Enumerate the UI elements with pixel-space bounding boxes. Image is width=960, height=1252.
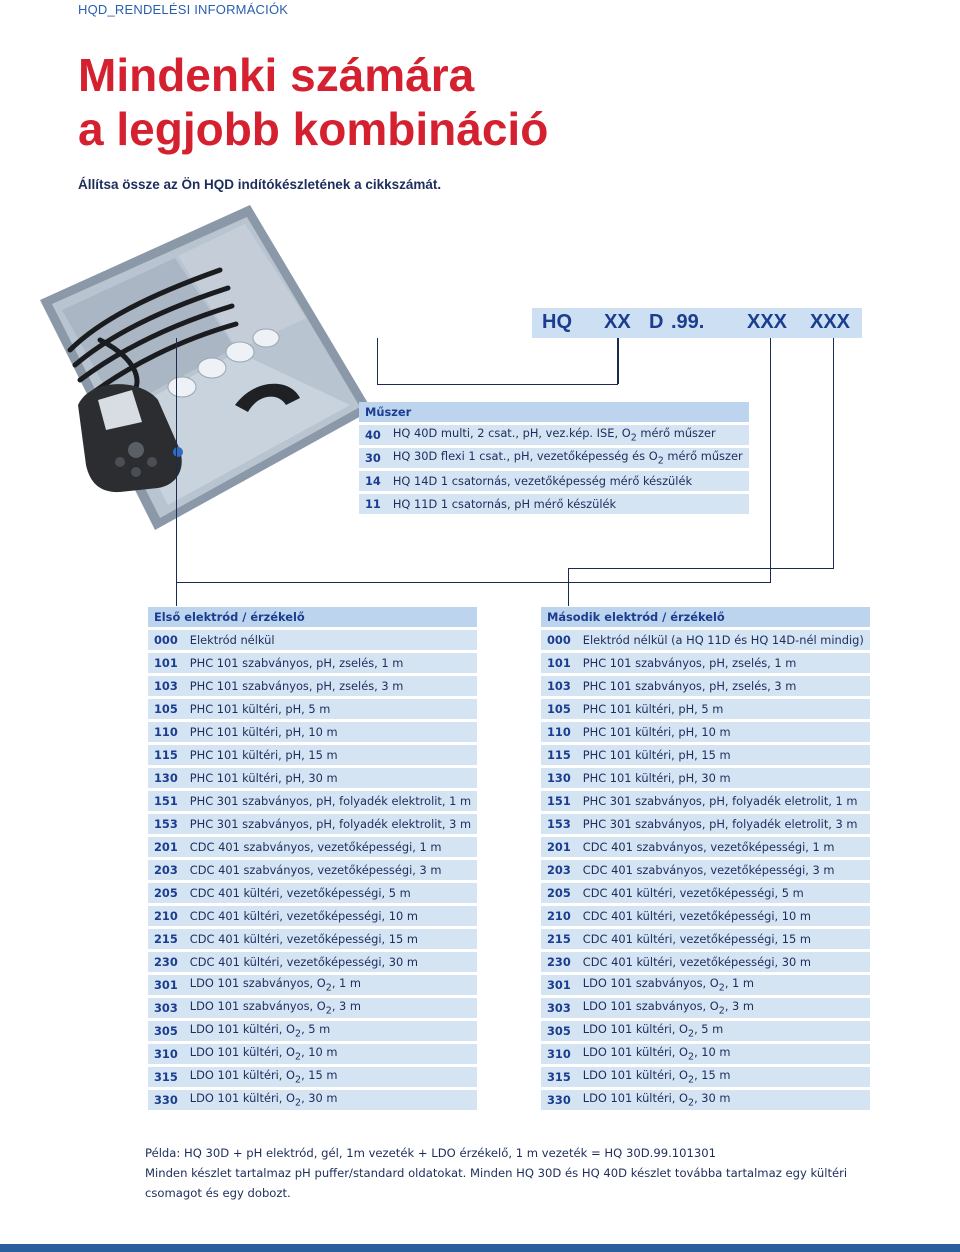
row-description-text: LDO 101 kültéri, O (582, 1091, 689, 1106)
row-description (387, 494, 749, 514)
row-description-text: PHC 301 szabványos, pH, folyadék elektrolit, 1 m (189, 794, 472, 808)
row-description-text: PHC 101 kültéri, pH, 5 m (582, 702, 724, 716)
row-description-text: PHC 301 szabványos, pH, folyadék eletrolit, 1 m (582, 794, 858, 808)
table-row (148, 676, 477, 696)
row-description (184, 975, 477, 995)
code-part-99: .99. (671, 311, 705, 333)
row-description-text: PHC 101 kültéri, pH, 5 m (189, 702, 331, 716)
row-description-text: LDO 101 kültéri, O (189, 1068, 296, 1083)
row-description-subscript: 2 (325, 1005, 332, 1017)
row-description (184, 745, 477, 765)
row-description (184, 630, 477, 650)
row-code: 305 (541, 1021, 577, 1041)
row-description (184, 768, 477, 788)
row-description-text: HQ 30D flexi 1 csat., pH, vezetőképesség és O (392, 449, 658, 464)
table-row (148, 906, 477, 926)
row-description (577, 722, 870, 742)
row-description (184, 699, 477, 719)
row-description-text: CDC 401 szabványos, vezetőképességi, 3 m (582, 863, 835, 877)
row-description-text: CDC 401 kültéri, vezetőképességi, 15 m (582, 932, 811, 946)
row-description (184, 1090, 477, 1110)
row-description-subscript: 2 (295, 1028, 302, 1040)
table-row (148, 745, 477, 765)
table-row (148, 998, 477, 1018)
row-description-text: PHC 101 kültéri, pH, 10 m (582, 725, 731, 739)
table-row (359, 425, 749, 445)
row-description-tail: , 1 m (724, 976, 755, 991)
row-description (184, 1044, 477, 1064)
row-description (577, 998, 870, 1018)
table-row (541, 1090, 870, 1110)
table-row (148, 699, 477, 719)
row-description (577, 975, 870, 995)
row-description-subscript: 2 (325, 982, 332, 994)
row-description-text: PHC 301 szabványos, pH, folyadék eletrolit, 3 m (582, 817, 858, 831)
row-code: 215 (148, 929, 184, 949)
code-part-second-sensor: XXX (810, 311, 851, 333)
row-code: 110 (541, 722, 577, 742)
row-code: 110 (148, 722, 184, 742)
row-description (184, 906, 477, 926)
row-description (577, 699, 870, 719)
table-row (541, 676, 870, 696)
row-description-text: PHC 101 kültéri, pH, 30 m (582, 771, 731, 785)
row-code: 40 (359, 425, 387, 445)
row-description-tail: mérő műszer (663, 449, 743, 464)
row-description (577, 1090, 870, 1110)
row-code: 101 (541, 653, 577, 673)
row-code: 315 (541, 1067, 577, 1087)
row-code: 000 (541, 630, 577, 650)
row-description (577, 630, 870, 650)
table-row (148, 929, 477, 949)
row-code: 315 (148, 1067, 184, 1087)
row-code: 103 (541, 676, 577, 696)
second-sensor-heading: Második elektród / érzékelő (541, 607, 870, 627)
table-row (359, 471, 749, 491)
row-description-tail: , 30 m (694, 1091, 731, 1106)
code-part-hq: HQ (542, 311, 572, 333)
row-code: 203 (541, 860, 577, 880)
table-row (541, 883, 870, 903)
row-description (577, 1044, 870, 1064)
connector-first-sensor-fill (176, 582, 177, 606)
row-description-text: PHC 101 kültéri, pH, 15 m (189, 748, 338, 762)
row-code: 105 (541, 699, 577, 719)
footer-note: Minden készlet tartalmaz pH puffer/standard oldatokat. Minden HQ 30D és HQ 40D készlet továbba tartalmaz egy kültéri csomagot és egy dobozt. (145, 1166, 848, 1200)
row-code: 215 (541, 929, 577, 949)
row-description (577, 906, 870, 926)
row-description (577, 653, 870, 673)
table-row (148, 1067, 477, 1087)
footer-notes (145, 1143, 865, 1203)
row-description-subscript: 2 (718, 1005, 725, 1017)
row-description-tail: , 15 m (301, 1068, 338, 1083)
title-line-1: Mindenki számára (78, 49, 475, 101)
row-description-text: Elektród nélkül (a HQ 11D és HQ 14D-nél mindig) (582, 633, 864, 647)
table-row (148, 1090, 477, 1110)
table-row (148, 860, 477, 880)
row-code: 303 (148, 998, 184, 1018)
row-description (184, 998, 477, 1018)
instrument-table (359, 399, 749, 517)
table-row (541, 768, 870, 788)
row-description-tail: , 15 m (694, 1068, 731, 1083)
row-description (184, 722, 477, 742)
row-description (577, 837, 870, 857)
row-code: 115 (148, 745, 184, 765)
row-code: 310 (541, 1044, 577, 1064)
row-description-text: PHC 101 szabványos, pH, zselés, 3 m (189, 679, 404, 693)
row-description-text: PHC 101 kültéri, pH, 30 m (189, 771, 338, 785)
row-description-tail: , 30 m (301, 1091, 338, 1106)
row-description-text: PHC 101 szabványos, pH, zselés, 3 m (582, 679, 797, 693)
row-description-text: CDC 401 kültéri, vezetőképességi, 15 m (189, 932, 418, 946)
table-row (541, 1067, 870, 1087)
row-description-subscript: 2 (688, 1074, 695, 1086)
row-description-tail: , 10 m (301, 1045, 338, 1060)
row-code: 130 (148, 768, 184, 788)
row-description-text: PHC 101 szabványos, pH, zselés, 1 m (189, 656, 404, 670)
section-label: HQD_RENDELÉSI INFORMÁCIÓK (78, 2, 289, 17)
table-row (148, 883, 477, 903)
table-row (541, 722, 870, 742)
table-row (359, 494, 749, 514)
row-description-text: CDC 401 szabványos, vezetőképességi, 1 m (582, 840, 835, 854)
first-sensor-heading: Első elektród / érzékelő (148, 607, 477, 627)
row-code: 101 (148, 653, 184, 673)
row-description-text: LDO 101 kültéri, O (582, 1068, 689, 1083)
row-description-text: PHC 101 szabványos, pH, zselés, 1 m (582, 656, 797, 670)
table-row (541, 699, 870, 719)
row-description (184, 676, 477, 696)
row-code: 230 (541, 952, 577, 972)
row-code: 30 (359, 448, 387, 468)
row-description-text: LDO 101 szabványos, O (189, 976, 326, 991)
row-description (387, 448, 749, 468)
row-description (577, 1067, 870, 1087)
row-description-subscript: 2 (688, 1028, 695, 1040)
row-code: 305 (148, 1021, 184, 1041)
table-row (148, 791, 477, 811)
row-description-text: CDC 401 kültéri, vezetőképességi, 10 m (189, 909, 418, 923)
row-description (387, 471, 749, 491)
row-code: 203 (148, 860, 184, 880)
table-row (541, 860, 870, 880)
row-description-subscript: 2 (688, 1097, 695, 1109)
row-description-text: LDO 101 kültéri, O (582, 1022, 689, 1037)
row-description (577, 676, 870, 696)
row-description-text: PHC 101 kültéri, pH, 10 m (189, 725, 338, 739)
row-description-subscript: 2 (657, 455, 664, 467)
row-code: 330 (541, 1090, 577, 1110)
row-description-text: CDC 401 kültéri, vezetőképességi, 5 m (582, 886, 804, 900)
row-description (577, 952, 870, 972)
row-description-text: CDC 401 kültéri, vezetőképességi, 30 m (189, 955, 418, 969)
connector-second-sensor-v (568, 568, 569, 606)
row-code: 301 (541, 975, 577, 995)
row-code: 115 (541, 745, 577, 765)
row-description (577, 1021, 870, 1041)
title-line-2: a legjobb kombináció (78, 103, 549, 155)
table-row (541, 1021, 870, 1041)
row-code: 210 (541, 906, 577, 926)
row-description (184, 653, 477, 673)
table-row (541, 653, 870, 673)
row-description (184, 837, 477, 857)
table-row (541, 745, 870, 765)
bottom-bar (0, 1244, 960, 1252)
row-description-subscript: 2 (295, 1051, 302, 1063)
row-code: 105 (148, 699, 184, 719)
row-description-tail: mérő műszer (636, 426, 716, 441)
row-description-text: HQ 11D 1 csatornás, pH mérő készülék (392, 497, 617, 511)
row-description (184, 1021, 477, 1041)
table-row (541, 975, 870, 995)
row-description-text: PHC 101 kültéri, pH, 15 m (582, 748, 731, 762)
row-code: 11 (359, 494, 387, 514)
row-code: 153 (541, 814, 577, 834)
code-part-first-sensor: XXX (747, 311, 788, 333)
row-description (387, 425, 749, 445)
row-description (184, 860, 477, 880)
row-description-subscript: 2 (718, 982, 725, 994)
row-code: 103 (148, 676, 184, 696)
page-title (78, 48, 548, 156)
row-description-text: LDO 101 kültéri, O (582, 1045, 689, 1060)
row-code: 330 (148, 1090, 184, 1110)
row-description-text: CDC 401 szabványos, vezetőképességi, 1 m (189, 840, 442, 854)
row-description-text: LDO 101 kültéri, O (189, 1045, 296, 1060)
row-code: 205 (148, 883, 184, 903)
code-part-d: D (649, 311, 664, 333)
row-description-text: CDC 401 kültéri, vezetőképességi, 10 m (582, 909, 811, 923)
row-description-text: PHC 301 szabványos, pH, folyadék elektrolit, 3 m (189, 817, 472, 831)
row-description-text: LDO 101 szabványos, O (189, 999, 326, 1014)
table-row (541, 1044, 870, 1064)
table-row (148, 630, 477, 650)
table-row (148, 952, 477, 972)
row-description (184, 814, 477, 834)
row-code: 310 (148, 1044, 184, 1064)
table-row (148, 814, 477, 834)
table-row (148, 1021, 477, 1041)
row-description-subscript: 2 (630, 432, 637, 444)
footer-example: Példa: HQ 30D + pH elektród, gél, 1m vezeték + LDO érzékelő, 1 m vezeték = HQ 30D.99.101301 (145, 1146, 717, 1160)
row-description-tail: , 5 m (694, 1022, 724, 1037)
row-description-tail: , 1 m (331, 976, 362, 991)
row-description (577, 883, 870, 903)
row-description-text: CDC 401 kültéri, vezetőképességi, 5 m (189, 886, 411, 900)
table-row (541, 814, 870, 834)
row-description (184, 929, 477, 949)
row-description-text: LDO 101 szabványos, O (582, 999, 719, 1014)
table-row (541, 906, 870, 926)
row-code: 303 (541, 998, 577, 1018)
row-description (577, 791, 870, 811)
table-row (541, 837, 870, 857)
table-row (541, 929, 870, 949)
row-description (184, 1067, 477, 1087)
page-subtitle: Állítsa össze az Ön HQD indítókészletének a cikkszámát. (78, 177, 442, 192)
row-description-tail: , 10 m (694, 1045, 731, 1060)
row-description-tail: , 3 m (331, 999, 362, 1014)
code-part-instrument: XX (604, 311, 631, 333)
row-code: 205 (541, 883, 577, 903)
first-sensor-table (148, 604, 477, 1113)
row-description (577, 929, 870, 949)
table-row (148, 837, 477, 857)
row-description-text: LDO 101 kültéri, O (189, 1022, 296, 1037)
row-description-text: CDC 401 szabványos, vezetőképességi, 3 m (189, 863, 442, 877)
row-description (184, 952, 477, 972)
row-description-text: HQ 14D 1 csatornás, vezetőképesség mérő készülék (392, 474, 693, 488)
table-row (359, 448, 749, 468)
row-description-tail: , 5 m (301, 1022, 331, 1037)
row-code: 210 (148, 906, 184, 926)
row-code: 201 (148, 837, 184, 857)
table-row (541, 630, 870, 650)
table-row (148, 653, 477, 673)
row-code: 151 (148, 791, 184, 811)
row-description-subscript: 2 (295, 1074, 302, 1086)
row-code: 14 (359, 471, 387, 491)
row-code: 151 (541, 791, 577, 811)
table-row (148, 1044, 477, 1064)
row-description-text: LDO 101 szabványos, O (582, 976, 719, 991)
table-row (148, 768, 477, 788)
row-description-text: Elektród nélkül (189, 633, 275, 647)
row-code: 000 (148, 630, 184, 650)
row-description (577, 814, 870, 834)
row-description-subscript: 2 (688, 1051, 695, 1063)
row-code: 301 (148, 975, 184, 995)
row-code: 130 (541, 768, 577, 788)
row-description-text: HQ 40D multi, 2 csat., pH, vez.kép. ISE, O (392, 426, 631, 441)
row-description (184, 883, 477, 903)
row-description (577, 860, 870, 880)
row-description-tail: , 3 m (724, 999, 755, 1014)
row-code: 230 (148, 952, 184, 972)
row-description-text: LDO 101 kültéri, O (189, 1091, 296, 1106)
row-description (184, 791, 477, 811)
table-row (541, 791, 870, 811)
table-row (541, 952, 870, 972)
row-description (577, 768, 870, 788)
row-description-text: CDC 401 kültéri, vezetőképességi, 30 m (582, 955, 811, 969)
row-description-subscript: 2 (295, 1097, 302, 1109)
second-sensor-table (541, 604, 870, 1113)
row-description (577, 745, 870, 765)
order-code-bar (532, 308, 862, 338)
table-row (541, 998, 870, 1018)
table-row (148, 975, 477, 995)
instrument-heading: Műszer (359, 402, 749, 422)
row-code: 153 (148, 814, 184, 834)
table-row (148, 722, 477, 742)
row-code: 201 (541, 837, 577, 857)
